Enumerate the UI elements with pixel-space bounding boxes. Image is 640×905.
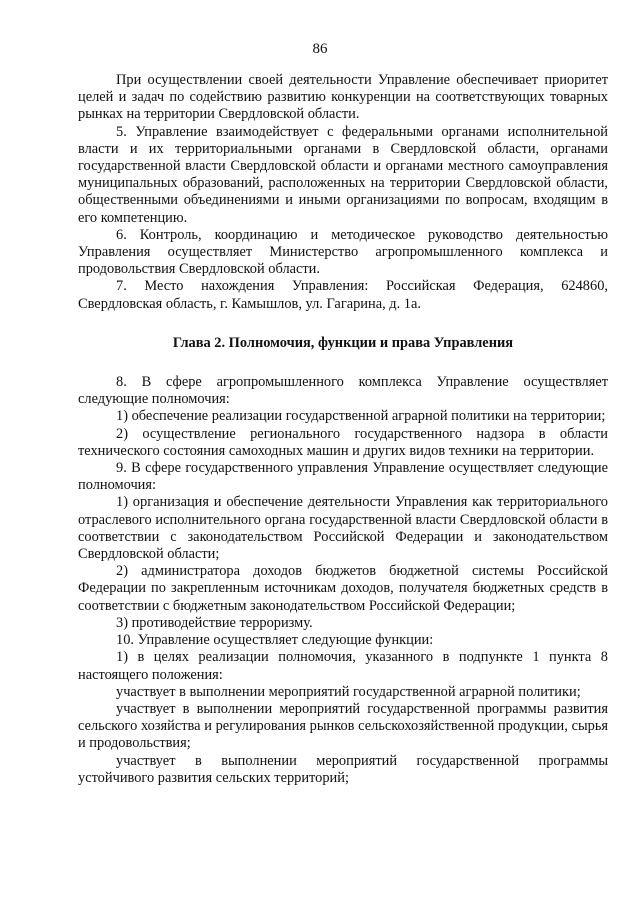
paragraph-9-item-1: 1) организация и обеспечение деятельности Управления как территориального отраслевого исполнительного органа государственной власти Свердловской области в соответствии с законодательством Российской Федерации и законодательством Свердловской области;: [78, 494, 608, 563]
paragraph-priority: При осуществлении своей деятельности Управление обеспечивает приоритет целей и задач по содействию развитию конкуренции на соответствующих товарных рынках на территории Свердловской области.: [78, 72, 608, 123]
paragraph-9-item-2: 2) администратора доходов бюджетов бюджетной системы Российской Федерации по закрепленным источникам доходов, получателя бюджетных средств в соответствии с бюджетным законодательством Российской Федерации;: [78, 563, 608, 614]
paragraph-10-function-2: участвует в выполнении мероприятий государственной программы развития сельского хозяйства и регулирования рынков сельскохозяйственной продукции, сырья и продовольствия;: [78, 700, 608, 752]
chapter-heading: Глава 2. Полномочия, функции и права Управления: [172, 334, 514, 351]
paragraph-10-function-3: участвует в выполнении мероприятий государственной программы устойчивого развития сельских территорий;: [78, 752, 608, 786]
document-body: [78, 72, 608, 787]
paragraph-10-function-1: участвует в выполнении мероприятий государственной аграрной политики;: [116, 683, 581, 700]
paragraph-9: 9. В сфере государственного управления Управление осуществляет следующие полномочия:: [78, 460, 608, 494]
paragraph-5: 5. Управление взаимодействует с федеральными органами исполнительной власти и их территориальными органами в Свердловской области, органами государственной власти Свердловской области и органами местного самоуправления муниципальных образований, расположенных на территории Свердловской области, общественными объединениями и иными организациями по вопросам, входящим в его компетенцию.: [78, 123, 608, 226]
paragraph-7: 7. Место нахождения Управления: Российская Федерация, 624860, Свердловская область, г. Камышлов, ул. Гагарина, д. 1а.: [78, 278, 608, 312]
paragraph-8-item-2: 2) осуществление регионального государственного надзора в области технического состояния самоходных машин и других видов техники на территории.: [78, 425, 608, 459]
paragraph-8-item-1: 1) обеспечение реализации государственной аграрной политики на территории;: [116, 408, 606, 425]
paragraph-10-item-1: 1) в целях реализации полномочия, указанного в подпункте 1 пункта 8 настоящего положения:: [78, 649, 608, 683]
paragraph-10: 10. Управление осуществляет следующие функции:: [116, 632, 434, 649]
paragraph-9-item-3: 3) противодействие терроризму.: [116, 614, 313, 631]
page-number: 86: [312, 41, 328, 57]
paragraph-6: 6. Контроль, координацию и методическое руководство деятельностью Управления осуществляет Министерство агропромышленного комплекса и продовольствия Свердловской области.: [78, 226, 608, 278]
paragraph-8: 8. В сфере агропромышленного комплекса Управление осуществляет следующие полномочия:: [78, 374, 608, 408]
